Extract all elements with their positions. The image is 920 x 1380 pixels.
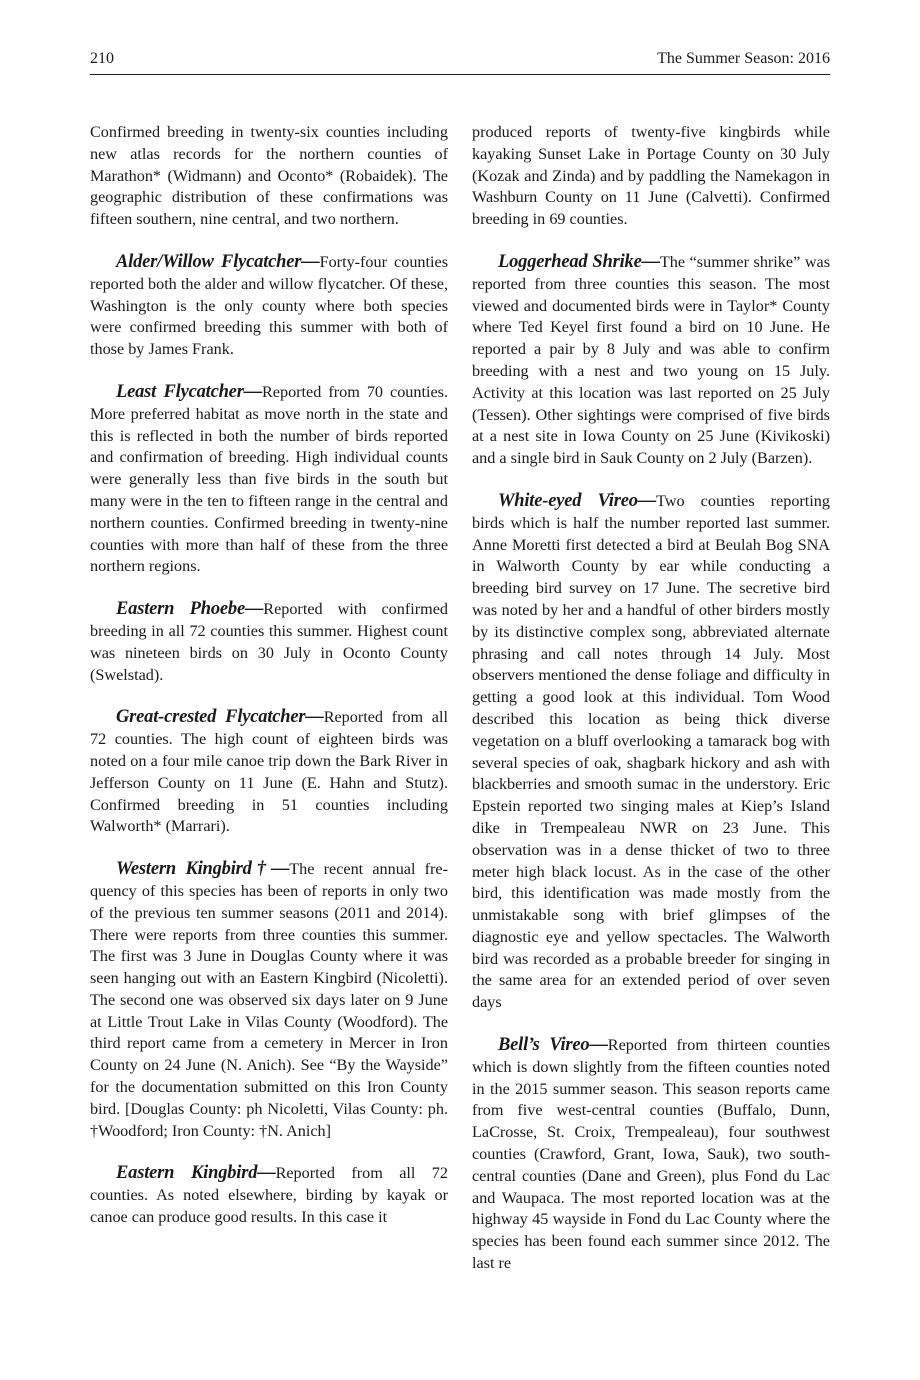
species-heading: White-eyed Vireo—: [498, 490, 657, 511]
paragraph-text: produced reports of twenty-five kingbirds while kayaking Sunset Lake in Portage County on 30 July (Kozak and Zinda) and by paddling the Namekagon in Washburn County on 11 June (Calvetti). Confirmed breeding in 69 counties.: [472, 123, 830, 229]
page-number: 210: [90, 50, 114, 67]
species-text: Reported with confirmed breeding in all 72 counties this summer. Highest count was nineteen birds on 30 July in Oconto County (Swelstad).: [90, 600, 448, 684]
species-account-loggerhead-shrike: [472, 252, 830, 470]
species-heading: Least Flycatcher—: [116, 381, 262, 402]
species-text: Reported from all 72 counties. As noted elsewhere, birding by kayak or canoe can produce good results. In this case it: [90, 1164, 448, 1227]
species-text: Two counties reporting birds which is half the number reported last summer. Anne Moretti first detected a bird at Beulah Bog SNA in Walworth County by ear while conducting a breeding bird survey on 17 June. The secretive bird was noted by her and a handful of other birders mostly by its distinctive complex song, abbreviated alternate phrasing and call notes through 14 July. Most observers mentioned the dense foliage and difficulty in getting a good look at this individual. Tom Wood described this location as being thick diverse vegetation on a bluff overlooking a tamarack bog with several species of oak, shagbark hickory and ash with blackberries and smooth sumac in the understory. Eric Epstein reported two singing males at Kiep’s Island dike in Trempealeau NWR on 23 June. This observation was in a dense thicket of two to three meter high black locust. As in the case of the other bird, this identification was made mostly from the unmistakable song with brief glimpses of the diagnostic eye and yellow spectacles. The Walworth bird was recorded as a probable breeder for singing in the same area for an extended period of over seven days: [472, 491, 830, 1012]
species-account-eastern-phoebe: [90, 599, 448, 686]
species-account-least-flycatcher: [90, 382, 448, 578]
left-column: [90, 122, 448, 1250]
paragraph-continued: [472, 122, 830, 231]
paragraph-continued: [90, 122, 448, 231]
species-heading: Bell’s Vireo—: [498, 1035, 608, 1056]
species-account-white-eyed-vireo: [472, 491, 830, 1014]
species-text: Reported from thirteen counties which is down slightly from the fifteen counties noted in the 2015 summer season. This season reports came from five west-central counties (Buffalo, Dunn, LaCrosse, St. Croix, Trempealeau), four southwest counties (Crawford, Grant, Iowa, Sauk), two south-central counties (Dane and Green), plus Fond du Lac and Waupaca. The most reported location was at the highway 45 wayside in Fond du Lac County where the species has been found each summer since 2012. The last re: [472, 1036, 830, 1273]
right-column: [472, 122, 830, 1296]
species-account-great-crested-flycatcher: [90, 707, 448, 838]
species-text: The “summer shrike” was reported from three counties this season. The most viewed and documented birds were in Taylor* County where Ted Keyel first found a bird on 10 June. He reported a pair by 8 July and was able to confirm breeding with a nest and two young on 15 July. Activity at this location was last reported on 25 July (Tessen). Other sightings were comprised of five birds at a nest site in Iowa County on 25 June (Kivikoski) and a single bird in Sauk County on 2 July (Barzen).: [472, 252, 830, 468]
species-heading: Eastern Kingbird—: [116, 1163, 276, 1184]
species-account-bells-vireo: [472, 1035, 830, 1275]
species-heading: Loggerhead Shrike—: [498, 251, 660, 272]
species-heading: Great-crested Flycatcher—: [116, 707, 324, 728]
paragraph-text: Confirmed breeding in twenty-six counties including new atlas records for the northern counties of Marathon* (Widmann) and Oconto* (Robaidek). The geographic distribution of these confirmations was fifteen southern, nine central, and two northern.: [90, 123, 448, 229]
running-title: The Summer Season: 2016: [657, 50, 830, 67]
species-account-alder-willow-flycatcher: [90, 252, 448, 361]
species-text: Reported from all 72 counties. The high count of eighteen birds was noted on a four mile canoe trip down the Bark River in Jefferson County on 11 June (E. Hahn and Stutz). Confirmed breeding in 51 counties including Walworth* (Marrari).: [90, 708, 448, 836]
species-text: Reported from 70 counties. More preferred habitat as move north in the state and this is reflected in both the number of birds reported and confirmation of breeding. High individual counts were generally less than five birds in the south but many were in the ten to fifteen range in the central and northern counties. Confirmed breeding in twenty-nine counties with more than half of these from the three northern regions.: [90, 382, 449, 576]
species-text: Forty-four counties reported both the alder and willow flycatcher. Of these, Washington is the only county where both species were confirmed breeding this summer with both of those by James Frank.: [90, 252, 448, 359]
species-heading: Eastern Phoebe—: [116, 599, 264, 620]
running-header: [90, 48, 830, 75]
species-account-western-kingbird: [90, 859, 448, 1142]
species-text: The recent annual frequency of this species has been of reports in only two of the previous ten summer seasons (2011 and 2014). There were reports from three counties this summer. The first was 3 June in Douglas County where it was seen hanging out with an Eastern Kingbird (Nicoletti). The second one was observed six days later on 9 June at Little Trout Lake in Vilas County (Woodford). The third report came from a cemetery in Mercer in Iron County on 24 June (N. Anich). See “By the Wayside” for the documentation submitted on this Iron County bird. [Douglas County: ph Nicoletti, Vilas County: ph. †Woodford; Iron County: †N. Anich]: [90, 860, 448, 1140]
species-heading: Alder/Willow Flycatcher—: [116, 251, 320, 272]
species-heading: Western Kingbird†—: [116, 859, 290, 880]
species-account-eastern-kingbird: [90, 1163, 448, 1228]
